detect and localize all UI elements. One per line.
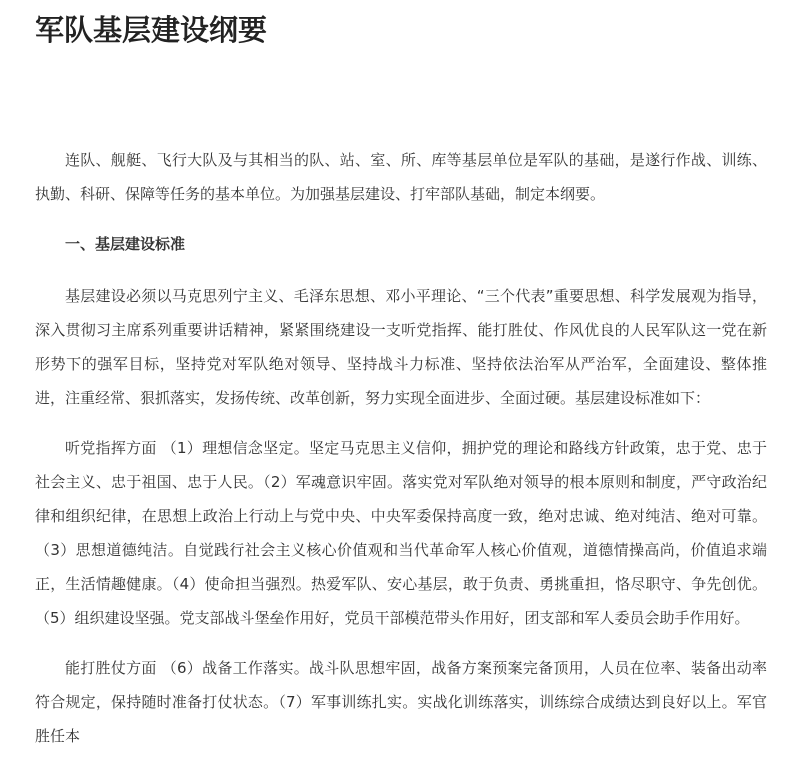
guiding-principles-paragraph: 基层建设必须以马克思列宁主义、毛泽东思想、邓小平理论、“三个代表”重要思想、科学发展观为指导，深入贯彻习主席系列重要讲话精神，紧紧围绕建设一支听党指挥、能打胜仗、作风优良的人民军队这一党在新形势下的强军目标，坚持党对军队绝对领导、坚持战斗力标准、坚持依法治军从严治军，全面建设、整体推进，注重经常、狠抓落实，发扬传统、改革创新，努力实现全面进步、全面过硬。基层建设标准如下：	[35, 287, 767, 407]
document-body	[35, 143, 767, 769]
intro-paragraph: 连队、舰艇、飞行大队及与其相当的队、站、室、所、库等基层单位是军队的基础，是遂行作战、训练、执勤、科研、保障等任务的基本单位。为加强基层建设、打牢部队基础，制定本纲要。	[35, 151, 767, 203]
party-command-paragraph: 听党指挥方面 （1）理想信念坚定。坚定马克思主义信仰，拥护党的理论和路线方针政策，忠于党、忠于社会主义、忠于祖国、忠于人民。（2）军魂意识牢固。落实党对军队绝对领导的根本原则和制度，严守政治纪律和组织纪律，在思想上政治上行动上与党中央、中央军委保持高度一致，绝对忠诚、绝对纯洁、绝对可靠。（3）思想道德纯洁。自觉践行社会主义核心价值观和当代革命军人核心价值观，道德情操高尚，价值追求端正，生活情趣健康。（4）使命担当强烈。热爱军队、安心基层，敢于负责、勇挑重担，恪尽职守、争先创优。（5）组织建设坚强。党支部战斗堡垒作用好，党员干部模范带头作用好，团支部和军人委员会助手作用好。	[35, 439, 767, 627]
document-title: 军队基层建设纲要	[35, 13, 268, 47]
section-heading: 一、基层建设标准	[65, 235, 186, 253]
combat-readiness-paragraph: 能打胜仗方面 （6）战备工作落实。战斗队思想牢固，战备方案预案完备顶用，人员在位率、装备出动率符合规定，保持随时准备打仗状态。（7）军事训练扎实。实战化训练落实，训练综合成绩达到良好以上。军官胜任本	[35, 659, 767, 745]
